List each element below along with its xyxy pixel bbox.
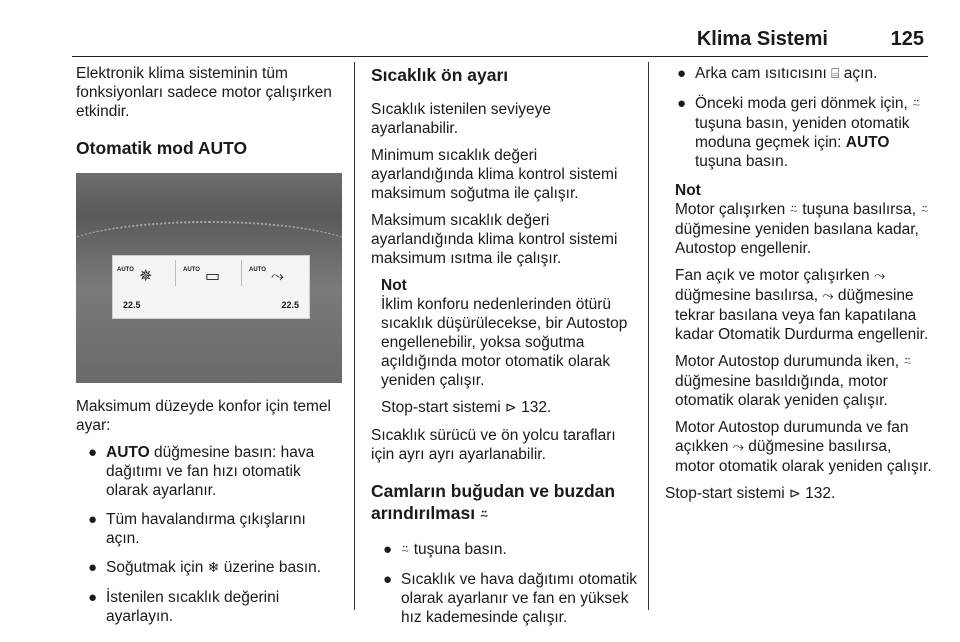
seat-fan-icon: ⤳: [732, 439, 744, 455]
page-ref-arrow-icon: ⊳: [789, 486, 801, 502]
defrost-steps: [371, 540, 639, 627]
list-item: ● Sıcaklık ve hava dağıtımı otomatik olarak ayarlanır ve fan en yüksek hız kademesinde çalışır.: [383, 571, 638, 626]
note-heading: Not: [675, 182, 701, 199]
section-heading-auto-mode: Otomatik mod AUTO: [76, 138, 248, 158]
page-ref-arrow-icon: ⊳: [505, 400, 517, 416]
column-divider-2: [648, 62, 649, 610]
defrost-icon: ⍨: [479, 507, 489, 523]
column-3: [665, 64, 935, 512]
panel-cell-seat: [245, 260, 307, 286]
intro-paragraph: Elektronik klima sisteminin tüm fonksiyonları sadece motor çalışırken etkindir.: [76, 65, 332, 120]
cross-reference: Stop-start sistemi ⊳ 132.: [665, 485, 836, 502]
paragraph: Maksimum sıcaklık değeri ayarlandığında klima kontrol sistemi maksimum ısıtma ile çalışır.: [371, 212, 618, 267]
note-box: [665, 181, 935, 476]
list-item: ● Soğutmak için ❄ üzerine basın.: [88, 559, 322, 576]
ac-snowflake-icon: ❄: [207, 560, 220, 576]
seat-fan-icon: ⤳: [874, 268, 886, 284]
list-item: ● Tüm havalandırma çıkışlarını açın.: [88, 511, 306, 547]
section-heading-temperature: Sıcaklık ön ayarı: [371, 65, 509, 85]
header-divider: [72, 56, 928, 57]
panel-auto-label: AUTO: [117, 267, 134, 273]
panel-auto-label: AUTO: [249, 267, 266, 273]
column-1: [76, 64, 342, 636]
seat-fan-icon: ⤳: [822, 288, 834, 304]
note-paragraph: Motor Autostop durumunda ve fan açıkken ⤳ düğmesine basılırsa, motor otomatik olarak yeniden çalışır.: [675, 419, 932, 475]
panel-cell-fan: [113, 260, 176, 286]
temp-left: 22.5: [123, 300, 141, 310]
column-2: [371, 64, 639, 637]
temp-right: 22.5: [281, 300, 299, 310]
list-item: ● AUTO düğmesine basın: hava dağıtımı ve fan hızı otomatik olarak ayarlanır.: [88, 444, 315, 499]
note-paragraph: Fan açık ve motor çalışırken ⤳ düğmesine basılırsa, ⤳ düğmesine tekrar basılana veya fan kapatılana kadar Otomatik Durdurma engellenir.: [675, 267, 929, 343]
defrost-icon: ⍨: [903, 354, 912, 370]
defrost-steps-continued: [665, 64, 935, 171]
note-paragraph: Motor çalışırken ⍨ tuşuna basılırsa, ⍨ düğmesine yeniden basılana kadar, Autostop engellenir.: [675, 201, 929, 257]
defrost-icon: ⍨: [912, 96, 921, 112]
paragraph: Sıcaklık sürücü ve ön yolcu tarafları için ayrı ayrı ayarlanabilir.: [371, 427, 616, 463]
defrost-icon: ⍨: [920, 202, 929, 218]
page-number: 125: [890, 28, 924, 50]
list-item: ● Önceki moda geri dönmek için, ⍨ tuşuna basın, yeniden otomatik moduna geçmek için: AUTO tuşuna basın.: [677, 95, 921, 170]
paragraph: Minimum sıcaklık değeri ayarlandığında klima kontrol sistemi maksimum soğutma ile çalışır.: [371, 147, 618, 202]
climate-panel-photo: [76, 173, 342, 383]
defrost-icon: ⍨: [401, 542, 410, 558]
list-item: ● Arka cam ısıtıcısını ⌸ açın.: [677, 65, 878, 82]
note-heading: Not: [381, 277, 407, 294]
panel-cell-car: [179, 260, 242, 286]
car-icon: ▭: [205, 266, 221, 285]
note-paragraph: Motor Autostop durumunda iken, ⍨ düğmesine basıldığında, motor otomatik olarak yeniden çalışır.: [675, 353, 912, 409]
fan-icon: ✵: [139, 266, 153, 285]
list-item: ● ⍨ tuşuna basın.: [383, 541, 507, 558]
chapter-title: Klima Sistemi: [696, 28, 828, 50]
seat-air-icon: ⤳: [271, 266, 284, 285]
defrost-icon: ⍨: [789, 202, 798, 218]
auto-mode-steps: [76, 443, 342, 626]
panel-auto-label: AUTO: [183, 267, 200, 273]
note-box: [371, 276, 639, 418]
list-item: ● İstenilen sıcaklık değerini ayarlayın.: [88, 589, 280, 625]
note-body: İklim konforu nedenlerinden ötürü sıcaklık düşürülecekse, bir Autostop engellenebilir, yoksa soğutma açıldığında motor otomatik olarak yeniden çalışır.: [381, 296, 628, 389]
max-comfort-text: Maksimum düzeyde konfor için temel ayar:: [76, 398, 331, 434]
section-heading-defrost: Camların buğudan ve buzdan arındırılması ⍨: [371, 481, 616, 523]
climate-control-panel: [112, 255, 310, 319]
rear-window-heater-icon: ⌸: [831, 66, 840, 82]
paragraph: Sıcaklık istenilen seviyeye ayarlanabilir.: [371, 101, 552, 137]
column-divider-1: [354, 62, 355, 610]
page-header: [72, 28, 928, 58]
cross-reference: Stop-start sistemi ⊳ 132.: [381, 399, 552, 416]
